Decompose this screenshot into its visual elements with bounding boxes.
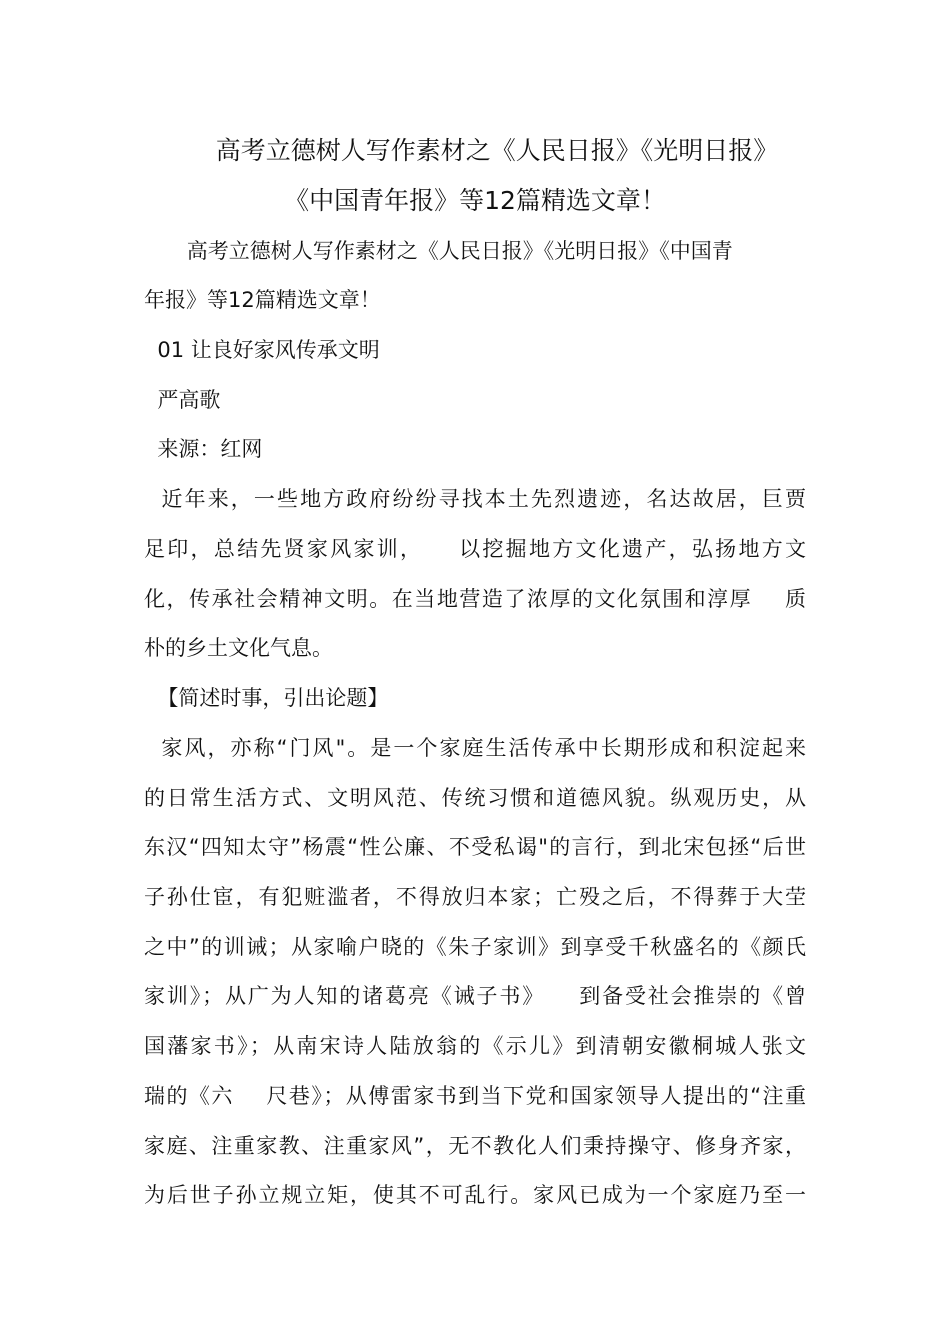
paragraph-line: 家训》；从广为人知的诸葛亮《诫子书》 到备受社会推崇的《曾: [144, 984, 806, 1008]
paragraph-line: 家庭、注重家教、注重家风”，无不教化人们秉持操守、修身齐家，: [144, 1134, 806, 1158]
paragraph-line: 国藩家书》；从南宋诗人陆放翁的《示儿》到清朝安徽桐城人张文: [144, 1034, 806, 1058]
paragraph-line: 足印，总结先贤家风家训， 以挖掘地方文化遗产，弘扬地方文: [144, 537, 806, 561]
paragraph-line: 瑞的《六 尺巷》；从傅雷家书到当下党和国家领导人提出的“注重: [144, 1084, 806, 1108]
document-title-line-2: 《中国青年报》等12篇精选文章！: [284, 186, 666, 215]
paragraph-line: 的日常生活方式、文明风范、传统习惯和道德风貌。纵观历史，从: [144, 786, 806, 810]
paragraph-line: 家风，亦称“门风"。是一个家庭生活传承中长期形成和积淀起来: [144, 736, 806, 760]
section-heading: 01 让良好家风传承文明: [144, 338, 380, 362]
paragraph-line: 子孙仕宦，有犯赃滥者，不得放归本家；亡殁之后，不得葬于大茔: [144, 885, 806, 909]
paragraph-line: 高考立德树人写作素材之《人民日报》《光明日报》《中国青: [160, 239, 733, 263]
paragraph-line: 近年来，一些地方政府纷纷寻找本土先烈遗迹，名达故居，巨贾: [144, 487, 806, 511]
paragraph-line: 朴的乡土文化气息。: [144, 636, 333, 660]
author-line: 严高歌: [144, 388, 221, 412]
subheading: 【简述时事，引出论题】: [144, 686, 389, 710]
paragraph-line: 年报》等12篇精选文章！: [144, 288, 381, 312]
paragraph-line: 为后世子孙立规立矩，使其不可乱行。家风已成为一个家庭乃至一: [144, 1183, 806, 1207]
document-title-line-1: 高考立德树人写作素材之《人民日报》《光明日报》: [215, 136, 779, 165]
source-line: 来源：红网: [144, 437, 263, 461]
paragraph-line: 之中”的训诫；从家喻户晓的《朱子家训》到享受千秋盛名的《颜氏: [144, 935, 806, 959]
paragraph-line: 化，传承社会精神文明。在当地营造了浓厚的文化氛围和淳厚 质: [144, 587, 806, 611]
paragraph-line: 东汉“四知太守”杨震“性公廉、不受私谒"的言行，到北宋包拯“后世: [144, 835, 806, 859]
